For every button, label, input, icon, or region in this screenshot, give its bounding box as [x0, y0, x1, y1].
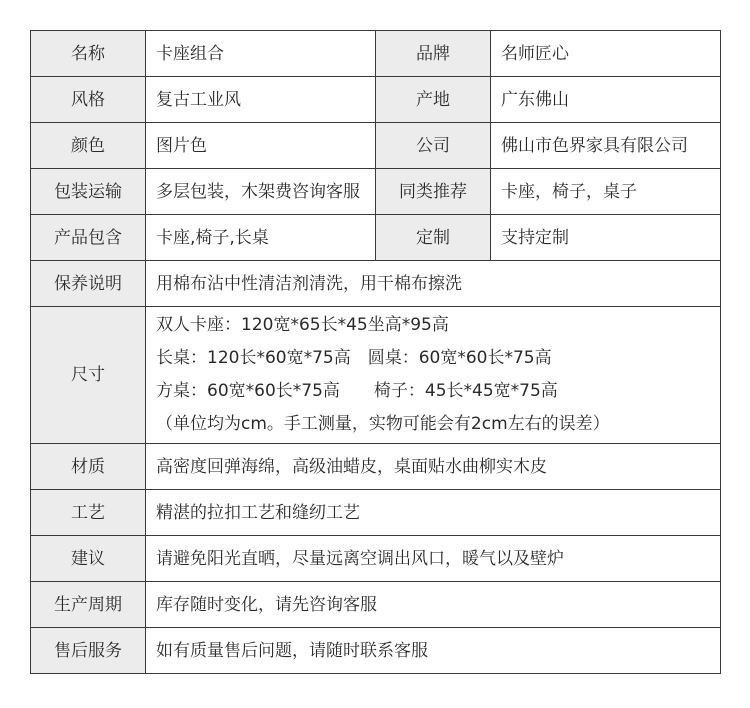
label-size: 尺寸 [31, 307, 146, 444]
spec-row-packaging [31, 169, 721, 215]
value-cycle: 库存随时变化，请先咨询客服 [146, 582, 721, 628]
value-color: 图片色 [146, 123, 376, 169]
spec-row-care [31, 261, 721, 307]
value-care: 用棉布沾中性清洁剂清洗，用干棉布擦洗 [146, 261, 721, 307]
label-custom: 定制 [376, 215, 491, 261]
product-spec-table [30, 30, 721, 674]
size-line-tables: 长桌：120长*60宽*75高 圆桌：60宽*60长*75高 [156, 348, 552, 368]
size-line-note: （单位均为cm。手工测量，实物可能会有2cm左右的误差） [156, 414, 610, 434]
value-recommend: 卡座，椅子，桌子 [491, 169, 721, 215]
label-material: 材质 [31, 444, 146, 490]
value-brand: 名师匠心 [491, 31, 721, 77]
label-brand: 品牌 [376, 31, 491, 77]
label-origin: 产地 [376, 77, 491, 123]
label-color: 颜色 [31, 123, 146, 169]
size-line-sofa: 双人卡座：120宽*65长*45坐高*95高 [156, 315, 449, 335]
label-packaging: 包装运输 [31, 169, 146, 215]
spec-row-cycle [31, 582, 721, 628]
value-origin: 广东佛山 [491, 77, 721, 123]
label-style: 风格 [31, 77, 146, 123]
value-size [146, 307, 721, 444]
label-name: 名称 [31, 31, 146, 77]
label-recommend: 同类推荐 [376, 169, 491, 215]
spec-row-material [31, 444, 721, 490]
label-company: 公司 [376, 123, 491, 169]
value-custom: 支持定制 [491, 215, 721, 261]
size-line-square-chair: 方桌：60宽*60长*75高 椅子：45长*45宽*75高 [156, 381, 558, 401]
spec-row-craft [31, 490, 721, 536]
spec-row-service [31, 628, 721, 674]
spec-row-advice [31, 536, 721, 582]
spec-row-style [31, 77, 721, 123]
value-name: 卡座组合 [146, 31, 376, 77]
label-advice: 建议 [31, 536, 146, 582]
label-includes: 产品包含 [31, 215, 146, 261]
label-service: 售后服务 [31, 628, 146, 674]
value-advice: 请避免阳光直晒，尽量远离空调出风口，暖气以及壁炉 [146, 536, 721, 582]
spec-row-size [31, 307, 721, 444]
value-company: 佛山市色界家具有限公司 [491, 123, 721, 169]
value-style: 复古工业风 [146, 77, 376, 123]
value-craft: 精湛的拉扣工艺和缝纫工艺 [146, 490, 721, 536]
spec-row-color [31, 123, 721, 169]
value-includes: 卡座,椅子,长桌 [146, 215, 376, 261]
spec-row-name [31, 31, 721, 77]
label-care: 保养说明 [31, 261, 146, 307]
label-craft: 工艺 [31, 490, 146, 536]
value-material: 高密度回弹海绵，高级油蜡皮，桌面贴水曲柳实木皮 [146, 444, 721, 490]
label-cycle: 生产周期 [31, 582, 146, 628]
value-service: 如有质量售后问题，请随时联系客服 [146, 628, 721, 674]
spec-row-includes [31, 215, 721, 261]
value-packaging: 多层包装，木架费咨询客服 [146, 169, 376, 215]
